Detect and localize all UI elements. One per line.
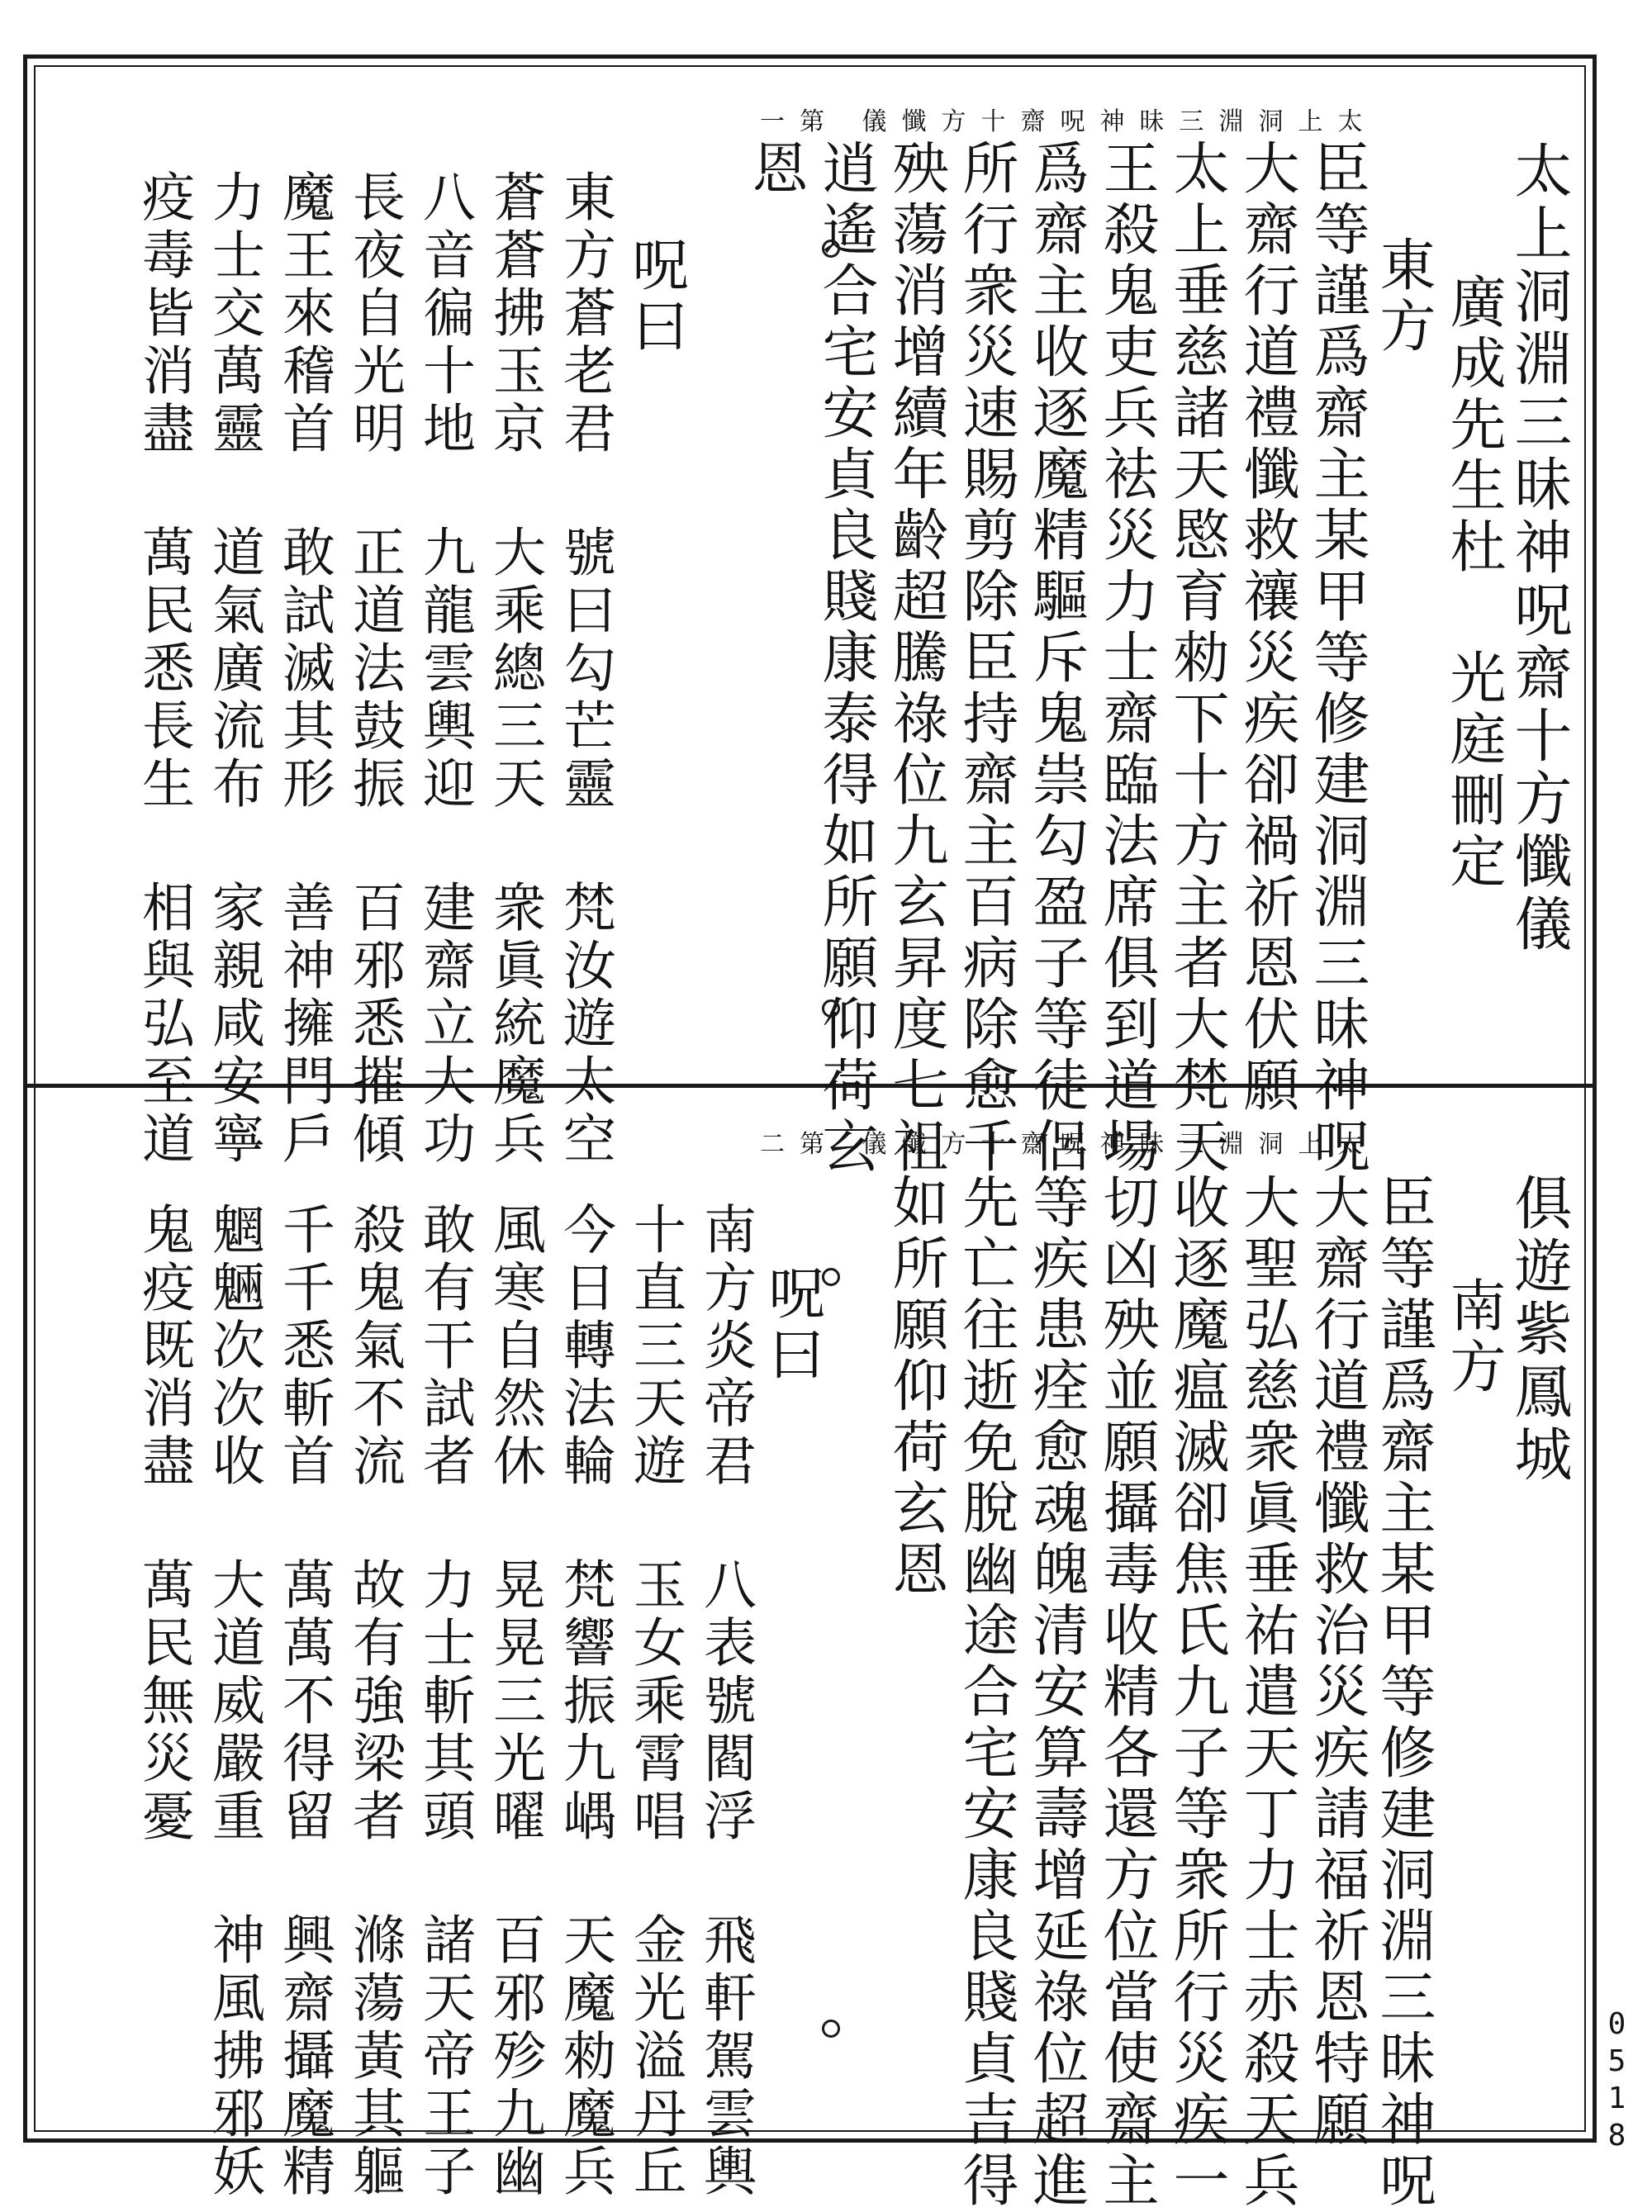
text-column: 東方蒼老君 號曰勾芒靈 梵汝遊太空 [554,169,615,1169]
text-column: 東方 [1370,235,1436,358]
text-column: 敢有干試者 力士斬其頭 諸天帝王子 [414,1202,475,2201]
text-column: 力士交萬靈 道氣廣流布 家親咸安寧 [203,169,264,1169]
text-column: 如所願仰荷玄恩 [883,1173,948,1601]
text-column: 等疾患痊愈魂魄清安算壽增延祿位超進 [1023,1173,1089,2212]
text-column: 長夜自光明 正道法鼓振 百邪悉摧傾 [344,169,405,1169]
page-header: 太上洞淵三昧神呪齋十方懺儀 第一 [760,107,1378,136]
circle-mark-icon [822,999,840,1018]
text-column: 八音徧十地 九龍雲輿迎 建齋立大功 [414,169,475,1169]
circle-mark-icon [822,1268,840,1286]
text-column: 魔王來稽首 敢試滅其形 善神擁門戶 [273,169,335,1169]
text-column: 蒼蒼拂玉京 大乘總三天 衆眞統魔兵 [484,169,545,1169]
text-column: 十直三天遊 玉女乘霄唱 金光溢丹丘 [624,1202,686,2201]
text-column: 殺鬼氣不流 故有強梁者 滌蕩黃其軀 [344,1202,405,2201]
text-column: 恩 [743,139,808,200]
text-column: 切凶殃並願攝毒收精各還方位當使齋主 [1094,1173,1159,2212]
text-column: 呪曰 [759,1264,824,1386]
page-header: 太上洞淵三昧神呪齋十方懺儀 第二 [760,1130,1378,1159]
page-two [33,1099,1586,2212]
text-column: 逍遙合宅安貞良賤康泰得如所願仰荷玄 [813,139,878,1178]
text-column: 大齋行道禮懺救禳災疾卻禍祈恩伏願 [1234,139,1299,1117]
text-column: 廣成先生杜 光庭刪定 [1441,273,1506,893]
text-column: 先亡往逝免脫幽途合宅安康良賤貞吉得 [953,1173,1018,2212]
text-column: 所行衆災速賜剪除臣持齋主百病除愈千 [953,139,1018,1178]
text-column: 南方炎帝君 八表號閻浮 飛軒駕雲輿 [695,1202,756,2201]
text-column: 大齋行道禮懺救治災疾請福祈恩特願 [1304,1173,1370,2151]
text-column: 王殺鬼吏兵袪災力士齋臨法席俱到道場 [1094,139,1159,1178]
text-column: 千千悉斬首 萬萬不得留 興齋攝魔精 [273,1202,335,2201]
text-column: 殃蕩消增續年齡超騰祿位九玄昇度七祖 [883,139,948,1178]
text-column: 疫毒皆消盡 萬民悉長生 相與弘至道 [133,169,194,1169]
text-column: 魍魎次次收 大道威嚴重 神風拂邪妖 [203,1202,264,2201]
text-column: 臣等謹爲齋主某甲等修建洞淵三昧神呪 [1304,139,1370,1178]
text-column: 爲齋主收逐魔精驅斥鬼祟勾盈子等徒侶 [1023,139,1089,1178]
text-column: 太上垂慈諸天愍育勑下十方主者大梵天 [1164,139,1229,1178]
text-column: 鬼疫既消盡 萬民無災憂 [133,1202,194,1846]
text-column: 收逐魔瘟滅卻焦氏九子等衆所行災疾一 [1164,1173,1229,2212]
text-column: 大聖弘慈衆眞垂祐遣天丁力士赤殺天兵 [1234,1173,1299,2212]
text-column: 臣等謹爲齋主某甲等修建洞淵三昧神呪 [1370,1173,1436,2212]
text-column: 俱遊紫鳳城 [1505,1173,1573,1487]
text-column: 呪曰 [623,235,688,358]
text-column: 今日轉法輪 梵響振九嵎 天魔勑魔兵 [554,1202,615,2201]
text-column: 太上洞淵三昧神呪齋十方懺儀 [1505,140,1573,956]
circle-mark-icon [822,2020,840,2038]
circle-mark-icon [822,240,840,258]
text-column: 南方 [1441,1276,1506,1398]
page-number: 0518 [1600,2007,1634,2156]
text-column: 風寒自然休 晃晃三光曜 百邪殄九幽 [484,1202,545,2201]
